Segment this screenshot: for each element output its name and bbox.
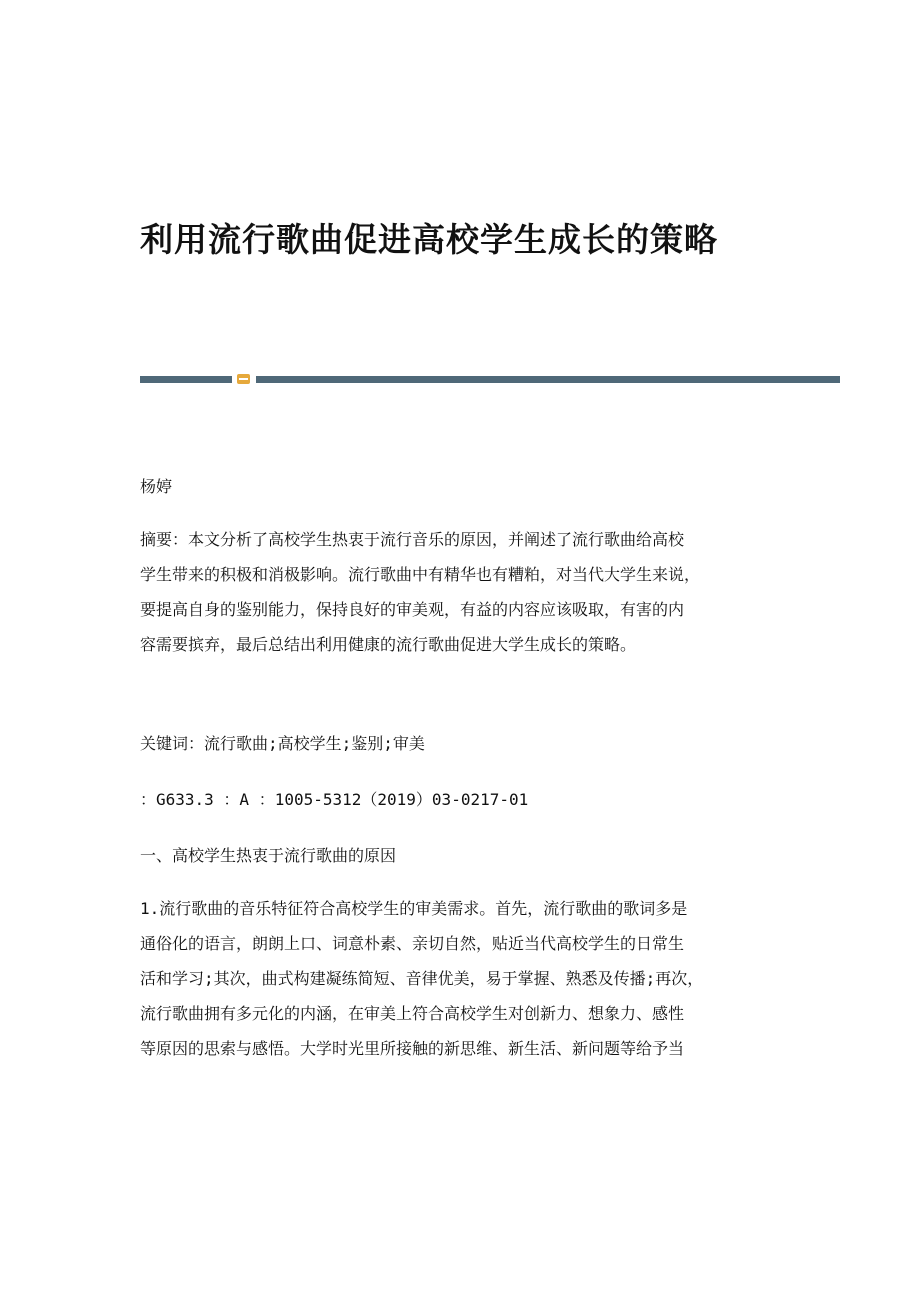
section-heading: 一、高校学生热衷于流行歌曲的原因 [140, 846, 397, 865]
paragraph-line: 通俗化的语言，朗朗上口、词意朴素、亲切自然，贴近当代高校学生的日常生 [140, 934, 685, 953]
title-divider [140, 372, 840, 386]
paragraph-line: 等原因的思索与感悟。大学时光里所接触的新思维、新生活、新问题等给予当 [140, 1039, 685, 1058]
keywords: 关键词：流行歌曲;高校学生;鉴别;审美 [140, 734, 425, 753]
divider-bar-left [140, 376, 232, 383]
paragraph-line: 活和学习;其次，曲式构建凝练简短、音律优美，易于掌握、熟悉及传播;再次， [140, 969, 704, 988]
section-paragraph [140, 891, 780, 1066]
author: 杨婷 [140, 477, 173, 496]
abstract-line: 要提高自身的鉴别能力，保持良好的审美观，有益的内容应该吸取，有害的内 [140, 600, 685, 619]
abstract-line: 学生带来的积极和消极影响。流行歌曲中有精华也有糟粕，对当代大学生来说， [140, 565, 701, 584]
abstract-line: 容需要摈弃，最后总结出利用健康的流行歌曲促进大学生成长的策略。 [140, 635, 637, 654]
classification-line: ：G633.3 ：A ：1005-5312（2019）03-0217-01 [140, 790, 529, 809]
paragraph-line: 流行歌曲拥有多元化的内涵，在审美上符合高校学生对创新力、想象力、感性 [140, 1004, 685, 1023]
abstract [140, 522, 780, 662]
abstract-line: 摘要：本文分析了高校学生热衷于流行音乐的原因，并阐述了流行歌曲给高校 [140, 530, 685, 549]
divider-bar-right [256, 376, 840, 383]
page-title: 利用流行歌曲促进高校学生成长的策略 [140, 220, 718, 259]
paragraph-line: 1.流行歌曲的音乐特征符合高校学生的审美需求。首先，流行歌曲的歌词多是 [140, 899, 688, 918]
divider-ornament-icon [237, 374, 250, 384]
